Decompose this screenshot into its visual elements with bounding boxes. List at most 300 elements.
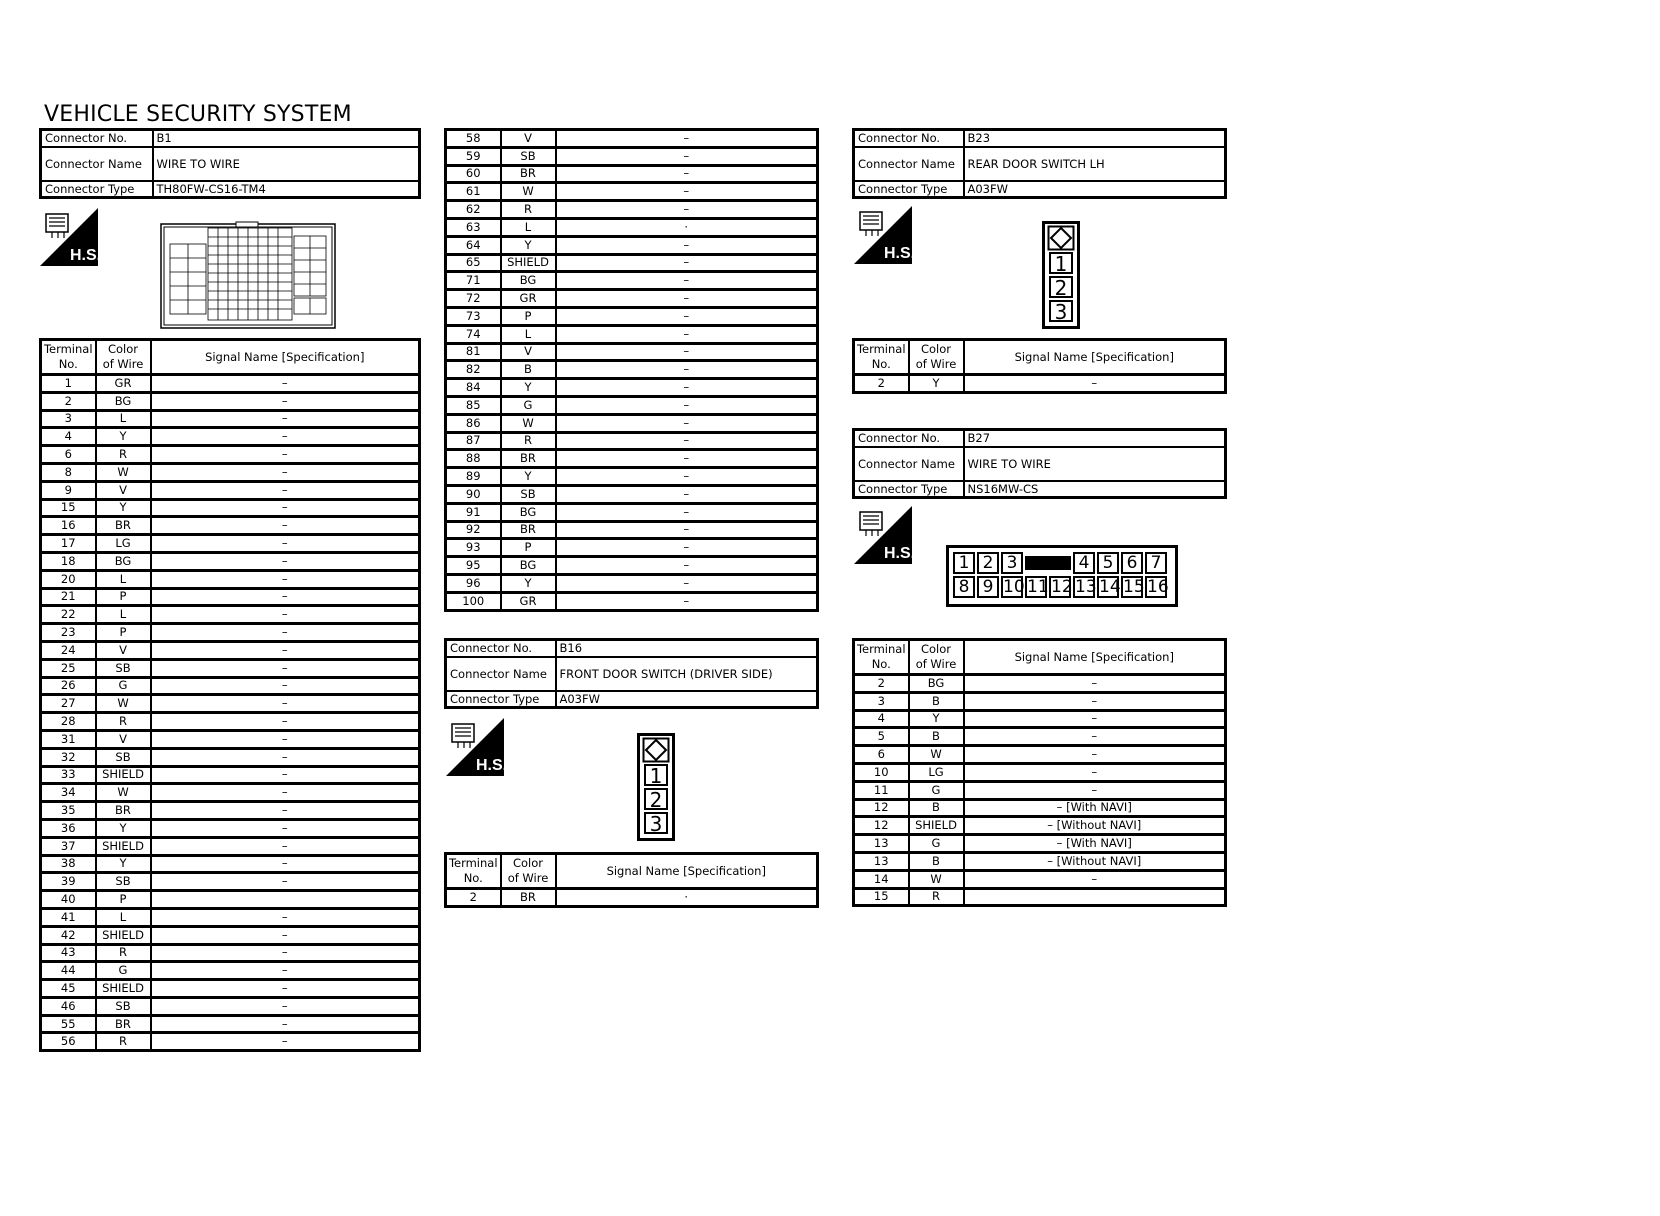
table-row: [41, 481, 420, 499]
table-row: [41, 997, 420, 1015]
wire-color-cell: R: [501, 432, 556, 450]
wire-color-cell: BG: [501, 272, 556, 290]
wire-color-cell: B: [909, 728, 964, 746]
wire-color-cell: BR: [501, 165, 556, 183]
b27-connector-no: B27: [964, 430, 1226, 447]
terminal-no-cell: 61: [446, 183, 501, 201]
signal-name-cell: –: [151, 962, 420, 980]
wire-color-cell: SB: [96, 997, 151, 1015]
hs-icon: [854, 506, 916, 564]
wire-color-cell: L: [501, 325, 556, 343]
terminal-no-cell: 38: [41, 855, 96, 873]
terminal-no-cell: 5: [854, 728, 909, 746]
wire-color-cell: B: [909, 852, 964, 870]
table-row: [446, 290, 818, 308]
table-row: [41, 375, 420, 393]
b27-key-block: [1025, 556, 1071, 570]
wire-color-cell: W: [909, 870, 964, 888]
table-row: [41, 944, 420, 962]
wire-color-cell: L: [96, 410, 151, 428]
b16-connector-type: A03FW: [556, 691, 818, 708]
terminal-no-cell: 44: [41, 962, 96, 980]
wire-color-cell: R: [501, 201, 556, 219]
signal-name-cell: –: [151, 1015, 420, 1033]
b23-header-table: [852, 128, 1227, 199]
table-row: [41, 588, 420, 606]
wire-color-cell: BG: [501, 557, 556, 575]
wire-color-cell: P: [96, 891, 151, 909]
signal-name-cell: –: [556, 468, 818, 486]
hs-label: H.S.: [476, 757, 508, 774]
signal-name-cell: –: [964, 763, 1226, 781]
terminal-no-cell: 3: [854, 692, 909, 710]
signal-name-cell: –: [556, 574, 818, 592]
b1-connector-name: WIRE TO WIRE: [153, 147, 420, 181]
b27-connector-diagram: [946, 545, 1178, 607]
terminal-no-header: Terminal No.: [41, 340, 96, 375]
wire-color-cell: Y: [96, 855, 151, 873]
signal-name-cell: –: [151, 517, 420, 535]
terminal-no-cell: 42: [41, 926, 96, 944]
terminal-no-cell: 36: [41, 819, 96, 837]
terminal-no-cell: 4: [41, 428, 96, 446]
table-row: [854, 710, 1226, 728]
table-row: [41, 695, 420, 713]
table-row: [446, 485, 818, 503]
signal-name-cell: –: [151, 1033, 420, 1051]
table-row: [41, 766, 420, 784]
signal-name-cell: –: [151, 481, 420, 499]
signal-name-cell: –: [964, 781, 1226, 799]
wire-color-cell: Y: [96, 819, 151, 837]
b27-pin: 13: [1075, 577, 1097, 597]
wire-color-cell: SB: [96, 748, 151, 766]
b27-pin: 16: [1147, 577, 1169, 597]
terminal-no-cell: 86: [446, 414, 501, 432]
signal-name-cell: –: [556, 592, 818, 610]
wire-color-cell: G: [909, 781, 964, 799]
table-row: [446, 130, 818, 148]
terminal-no-cell: 10: [854, 763, 909, 781]
wire-color-cell: Y: [909, 710, 964, 728]
label-connector-no: Connector No.: [41, 130, 153, 147]
signal-name-cell: –: [964, 692, 1226, 710]
wire-color-cell: G: [96, 677, 151, 695]
terminal-no-cell: 93: [446, 539, 501, 557]
table-row: [854, 746, 1226, 764]
table-row: [41, 873, 420, 891]
wire-color-cell: SHIELD: [909, 817, 964, 835]
b16-pin: 2: [644, 788, 668, 810]
signal-name-cell: –: [556, 396, 818, 414]
terminal-no-cell: 6: [854, 746, 909, 764]
b23-connector-type: A03FW: [964, 181, 1226, 198]
wire-color-cell: P: [96, 588, 151, 606]
label-connector-name: Connector Name: [854, 147, 964, 181]
wire-color-cell: B: [909, 692, 964, 710]
b1-header-table: [39, 128, 421, 199]
signal-name-cell: –: [556, 503, 818, 521]
b23-pin: 1: [1049, 252, 1073, 274]
terminal-no-cell: 95: [446, 557, 501, 575]
terminal-no-cell: 8: [41, 463, 96, 481]
table-row: [854, 692, 1226, 710]
page-title: VEHICLE SECURITY SYSTEM: [44, 102, 352, 127]
signal-name-cell: –: [151, 873, 420, 891]
wire-color-cell: V: [96, 730, 151, 748]
terminal-no-cell: 17: [41, 535, 96, 553]
b27-pin: 1: [953, 552, 975, 574]
wire-color-cell: SB: [96, 873, 151, 891]
terminal-no-cell: 13: [854, 852, 909, 870]
table-row: [446, 450, 818, 468]
table-row: [446, 574, 818, 592]
signal-name-cell: ·: [556, 889, 818, 907]
signal-name-cell: –: [151, 641, 420, 659]
wire-color-cell: G: [501, 396, 556, 414]
b16-connector-diagram: [637, 733, 675, 841]
terminal-no-cell: 31: [41, 730, 96, 748]
terminal-no-cell: 27: [41, 695, 96, 713]
terminal-no-cell: 4: [854, 710, 909, 728]
signal-name-cell: –: [151, 819, 420, 837]
label-connector-type: Connector Type: [446, 691, 556, 708]
signal-name-cell: – [With NAVI]: [964, 835, 1226, 853]
wire-color-cell: GR: [501, 592, 556, 610]
table-row: [41, 552, 420, 570]
wire-color-cell: P: [501, 307, 556, 325]
b27-pin: 11: [1027, 577, 1049, 597]
terminal-no-cell: 25: [41, 659, 96, 677]
table-row: [41, 570, 420, 588]
signal-name-cell: –: [151, 802, 420, 820]
table-row: [446, 396, 818, 414]
wire-color-cell: B: [501, 361, 556, 379]
signal-name-header: Signal Name [Specification]: [964, 340, 1226, 375]
b27-pin: 3: [1001, 552, 1023, 574]
wire-color-cell: BR: [96, 517, 151, 535]
terminal-no-cell: 85: [446, 396, 501, 414]
table-row: [446, 343, 818, 361]
b1-terminal-table-a: [39, 338, 421, 1052]
b23-connector-name: REAR DOOR SWITCH LH: [964, 147, 1226, 181]
table-row: [854, 852, 1226, 870]
wire-color-cell: R: [96, 446, 151, 464]
terminal-no-cell: 87: [446, 432, 501, 450]
b16-connector-name: FRONT DOOR SWITCH (DRIVER SIDE): [556, 657, 818, 691]
label-connector-no: Connector No.: [854, 430, 964, 447]
wire-color-cell: W: [96, 463, 151, 481]
wire-color-cell: GR: [96, 375, 151, 393]
wire-color-cell: SHIELD: [96, 980, 151, 998]
wire-color-cell: L: [96, 606, 151, 624]
label-connector-name: Connector Name: [41, 147, 153, 181]
wire-color-cell: R: [909, 888, 964, 906]
table-row: [41, 410, 420, 428]
b27-pin: 4: [1073, 552, 1095, 574]
wire-color-cell: Y: [501, 574, 556, 592]
table-row: [854, 799, 1226, 817]
table-row: [41, 624, 420, 642]
table-row: [446, 201, 818, 219]
terminal-no-cell: 40: [41, 891, 96, 909]
terminal-no-cell: 21: [41, 588, 96, 606]
b27-pin: 12: [1051, 577, 1073, 597]
signal-name-cell: –: [151, 766, 420, 784]
wire-color-cell: W: [96, 784, 151, 802]
terminal-no-cell: 73: [446, 307, 501, 325]
wire-color-cell: Y: [501, 379, 556, 397]
wire-color-cell: Y: [96, 499, 151, 517]
signal-name-cell: –: [556, 539, 818, 557]
signal-name-cell: –: [556, 201, 818, 219]
table-row: [854, 763, 1226, 781]
signal-name-cell: ·: [556, 218, 818, 236]
wire-color-cell: G: [96, 962, 151, 980]
wire-color-cell: BR: [501, 450, 556, 468]
terminal-no-cell: 65: [446, 254, 501, 272]
signal-name-cell: –: [556, 272, 818, 290]
b27-header-table: [852, 428, 1227, 499]
signal-name-cell: –: [151, 944, 420, 962]
terminal-no-cell: 59: [446, 147, 501, 165]
terminal-no-cell: 46: [41, 997, 96, 1015]
signal-name-cell: –: [151, 837, 420, 855]
table-row: [41, 1015, 420, 1033]
label-connector-no: Connector No.: [446, 640, 556, 657]
terminal-no-cell: 82: [446, 361, 501, 379]
terminal-no-cell: 20: [41, 570, 96, 588]
hs-label: H.S.: [884, 245, 916, 262]
table-row: [854, 375, 1226, 393]
terminal-no-cell: 81: [446, 343, 501, 361]
b23-connector-diagram: [1042, 221, 1080, 329]
wire-color-cell: LG: [909, 763, 964, 781]
wire-color-cell: BG: [501, 503, 556, 521]
signal-name-cell: –: [556, 183, 818, 201]
table-row: [446, 468, 818, 486]
b27-pin: 7: [1145, 552, 1167, 574]
wire-color-cell: Y: [501, 236, 556, 254]
table-row: [446, 307, 818, 325]
signal-name-cell: –: [151, 446, 420, 464]
table-row: [41, 606, 420, 624]
terminal-no-cell: 33: [41, 766, 96, 784]
table-row: [41, 802, 420, 820]
signal-name-cell: –: [151, 410, 420, 428]
wire-color-cell: W: [501, 414, 556, 432]
wire-color-cell: SB: [96, 659, 151, 677]
table-row: [41, 463, 420, 481]
table-row: [446, 503, 818, 521]
wire-color-cell: P: [96, 624, 151, 642]
b27-pin: 8: [953, 576, 975, 598]
terminal-no-cell: 55: [41, 1015, 96, 1033]
wire-color-cell: V: [501, 343, 556, 361]
table-row: [41, 428, 420, 446]
color-of-wire-header: Color of Wire: [96, 340, 151, 375]
signal-name-cell: –: [151, 855, 420, 873]
table-row: [446, 147, 818, 165]
hs-icon: [446, 718, 508, 776]
hs-label: H.S.: [70, 247, 102, 264]
wire-color-cell: R: [96, 944, 151, 962]
wire-color-cell: SHIELD: [96, 766, 151, 784]
table-row: [41, 891, 420, 909]
terminal-no-cell: 39: [41, 873, 96, 891]
signal-name-cell: – [Without NAVI]: [964, 817, 1226, 835]
wire-color-cell: R: [96, 1033, 151, 1051]
signal-name-cell: –: [151, 606, 420, 624]
terminal-no-cell: 14: [854, 870, 909, 888]
wire-color-cell: V: [96, 641, 151, 659]
terminal-no-cell: 11: [854, 781, 909, 799]
wire-color-cell: GR: [501, 290, 556, 308]
table-row: [41, 535, 420, 553]
table-row: [854, 675, 1226, 693]
signal-name-header: Signal Name [Specification]: [556, 854, 818, 889]
table-row: [41, 926, 420, 944]
signal-name-cell: –: [556, 130, 818, 148]
signal-name-cell: –: [556, 236, 818, 254]
wire-color-cell: Y: [501, 468, 556, 486]
terminal-no-cell: 43: [41, 944, 96, 962]
signal-name-cell: –: [151, 552, 420, 570]
terminal-no-cell: 71: [446, 272, 501, 290]
wire-color-cell: Y: [96, 428, 151, 446]
signal-name-cell: –: [556, 414, 818, 432]
hs-label: H.S.: [884, 545, 916, 562]
label-connector-type: Connector Type: [854, 481, 964, 498]
terminal-no-cell: 90: [446, 485, 501, 503]
table-row: [854, 835, 1226, 853]
wire-color-cell: BR: [501, 521, 556, 539]
terminal-no-cell: 18: [41, 552, 96, 570]
terminal-no-cell: 2: [854, 375, 909, 393]
wire-color-cell: W: [501, 183, 556, 201]
color-of-wire-header: Color of Wire: [501, 854, 556, 889]
wire-color-cell: W: [909, 746, 964, 764]
table-row: [854, 888, 1226, 906]
signal-name-cell: –: [556, 557, 818, 575]
b1-connector-type: TH80FW-CS16-TM4: [153, 181, 420, 198]
b1-connector-no: B1: [153, 130, 420, 147]
terminal-no-cell: 56: [41, 1033, 96, 1051]
b27-connector-name: WIRE TO WIRE: [964, 447, 1226, 481]
wire-color-cell: BG: [909, 675, 964, 693]
terminal-no-cell: 84: [446, 379, 501, 397]
terminal-no-cell: 26: [41, 677, 96, 695]
signal-name-header: Signal Name [Specification]: [151, 340, 420, 375]
table-row: [446, 414, 818, 432]
table-row: [41, 908, 420, 926]
signal-name-cell: – [Without NAVI]: [964, 852, 1226, 870]
b27-connector-type: NS16MW-CS: [964, 481, 1226, 498]
signal-name-cell: –: [556, 432, 818, 450]
terminal-no-header: Terminal No.: [446, 854, 501, 889]
table-row: [446, 236, 818, 254]
wire-color-cell: V: [501, 130, 556, 148]
table-row: [41, 641, 420, 659]
terminal-no-cell: 6: [41, 446, 96, 464]
table-row: [446, 889, 818, 907]
table-row: [854, 781, 1226, 799]
b1-connector-diagram: [160, 222, 336, 330]
terminal-no-cell: 1: [41, 375, 96, 393]
wire-color-cell: SB: [501, 147, 556, 165]
terminal-no-cell: 35: [41, 802, 96, 820]
label-connector-no: Connector No.: [854, 130, 964, 147]
wire-color-cell: Y: [909, 375, 964, 393]
terminal-no-cell: 2: [446, 889, 501, 907]
terminal-no-header: Terminal No.: [854, 340, 909, 375]
table-row: [41, 392, 420, 410]
table-row: [446, 379, 818, 397]
b16-terminal-table: [444, 852, 819, 908]
signal-name-cell: –: [151, 659, 420, 677]
signal-name-cell: –: [151, 428, 420, 446]
table-row: [41, 962, 420, 980]
table-row: [446, 361, 818, 379]
table-row: [854, 870, 1226, 888]
terminal-no-cell: 12: [854, 799, 909, 817]
terminal-no-cell: 12: [854, 817, 909, 835]
signal-name-cell: [151, 891, 420, 909]
b16-pin: 1: [644, 764, 668, 786]
table-row: [41, 730, 420, 748]
terminal-no-cell: 37: [41, 837, 96, 855]
signal-name-cell: –: [151, 677, 420, 695]
table-row: [446, 254, 818, 272]
terminal-no-cell: 32: [41, 748, 96, 766]
b23-connector-no: B23: [964, 130, 1226, 147]
signal-name-cell: –: [964, 675, 1226, 693]
wire-color-cell: B: [909, 799, 964, 817]
wire-color-cell: V: [96, 481, 151, 499]
signal-name-cell: –: [151, 997, 420, 1015]
wire-color-cell: SHIELD: [96, 926, 151, 944]
signal-name-cell: –: [151, 980, 420, 998]
signal-name-cell: –: [151, 570, 420, 588]
wire-color-cell: BG: [96, 392, 151, 410]
signal-name-cell: –: [556, 325, 818, 343]
wire-color-cell: P: [501, 539, 556, 557]
terminal-no-cell: 60: [446, 165, 501, 183]
terminal-no-cell: 2: [41, 392, 96, 410]
b23-pin: 2: [1049, 276, 1073, 298]
signal-name-cell: –: [151, 926, 420, 944]
label-connector-name: Connector Name: [446, 657, 556, 691]
table-row: [41, 837, 420, 855]
b1-terminal-table-b: [444, 128, 819, 612]
table-row: [41, 784, 420, 802]
b16-header-table: [444, 638, 819, 709]
table-row: [446, 539, 818, 557]
terminal-no-cell: 89: [446, 468, 501, 486]
terminal-no-cell: 3: [41, 410, 96, 428]
signal-name-cell: –: [151, 392, 420, 410]
signal-name-cell: –: [556, 379, 818, 397]
wire-color-cell: SHIELD: [96, 837, 151, 855]
hs-icon: [854, 206, 916, 264]
b16-key-icon: [643, 738, 669, 762]
signal-name-cell: –: [151, 535, 420, 553]
signal-name-cell: – [With NAVI]: [964, 799, 1226, 817]
signal-name-cell: –: [151, 713, 420, 731]
terminal-no-cell: 62: [446, 201, 501, 219]
color-of-wire-header: Color of Wire: [909, 340, 964, 375]
terminal-no-cell: 92: [446, 521, 501, 539]
